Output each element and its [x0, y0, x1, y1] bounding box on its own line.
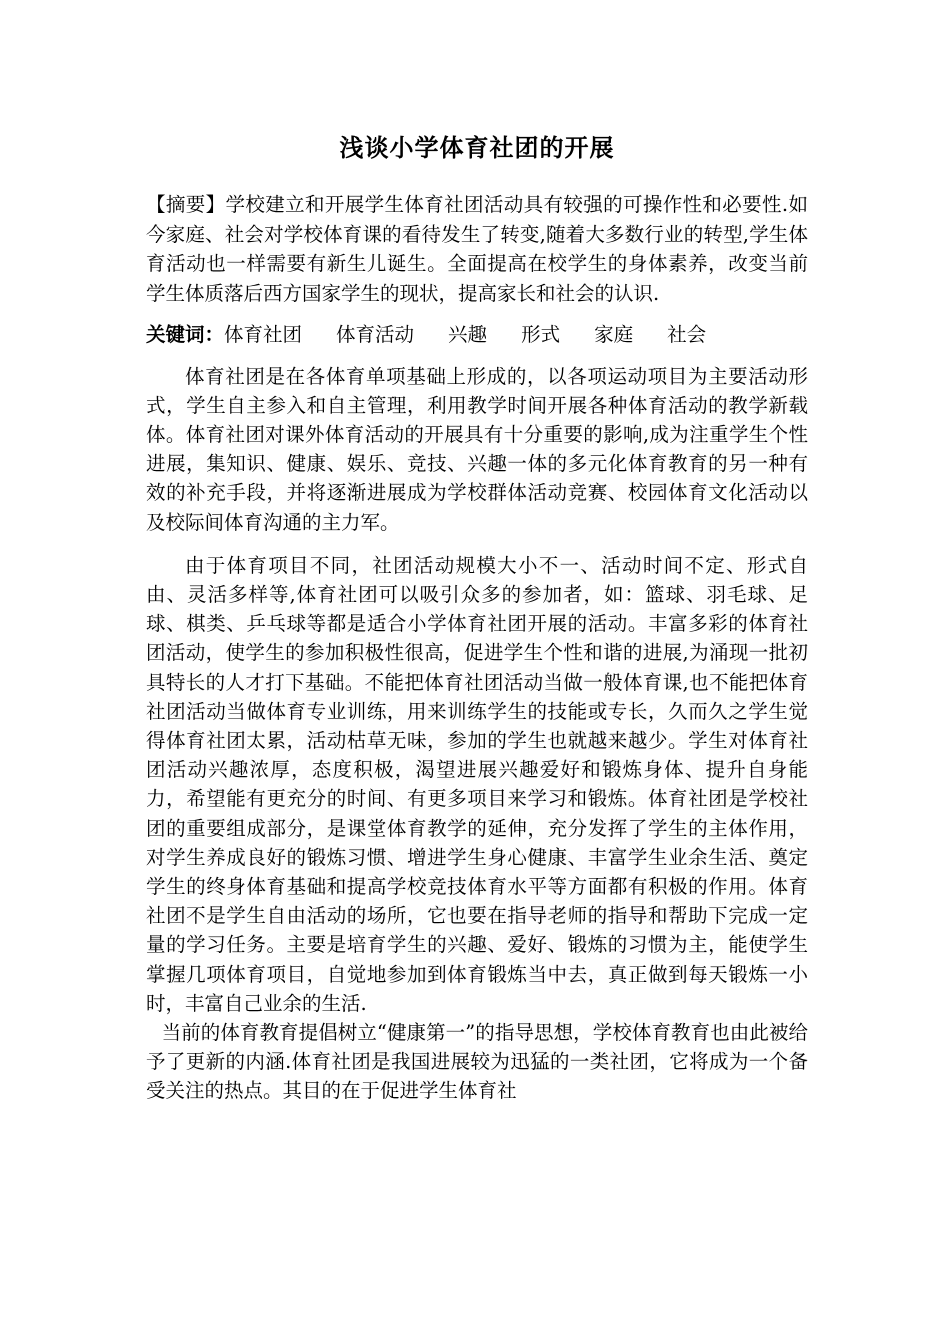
keyword-item: 家庭	[594, 323, 634, 346]
keyword-item: 社会	[667, 323, 707, 346]
abstract	[146, 190, 808, 308]
document-page	[146, 128, 808, 1106]
keyword-item: 体育活动	[336, 323, 415, 346]
keywords	[146, 320, 808, 350]
keyword-item: 兴趣	[448, 323, 488, 346]
document-title: 浅谈小学体育社团的开展	[339, 134, 615, 162]
body-paragraph-2: 由于体育项目不同，社团活动规模大小不一、活动时间不定、形式自由、灵活多样等,体育社团可以吸引众多的参加者，如：篮球、羽毛球、足球、棋类、乒乓球等都是适合小学体育社团开展的活动。丰富多彩的体育社团活动，使学生的参加积极性很高，促进学生个性和谐的进展,为涌现一批初具特长的人才打下基础。不能把体育社团活动当做一般体育课,也不能把体育社团活动当做体育专业训练，用来训练学生的技能或专长，久而久之学生觉得体育社团太累，活动枯草无味，参加的学生也就越来越少。学生对体育社团活动兴趣浓厚，态度积极，渴望进展兴趣爱好和锻炼身体、提升自身能力，希望能有更充分的时间、有更多项目来学习和锻炼。体育社团是学校社团的重要组成部分，是课堂体育教学的延伸，充分发挥了学生的主体作用，对学生养成良好的锻炼习惯、增进学生身心健康、丰富学生业余生活、奠定学生的终身体育基础和提高学校竞技体育水平等方面都有积极的作用。体育社团不是学生自由活动的场所，它也要在指导老师的指导和帮助下完成一定量的学习任务。主要是培育学生的兴趣、爱好、锻炼的习惯为主，能使学生掌握几项体育项目，自觉地参加到体育锻炼当中去，真正做到每天锻炼一小时，丰富自己业余的生活.	[146, 553, 808, 1015]
abstract-text: 学校建立和开展学生体育社团活动具有较强的可操作性和必要性.如今家庭、社会对学校体育课的看待发生了转变,随着大多数行业的转型,学生体育活动也一样需要有新生儿诞生。全面提高在校学生的身体素养，改变当前学生体质落后西方国家学生的现状，提高家长和社会的认识.	[146, 193, 808, 305]
keywords-label: 关键词：	[146, 323, 225, 346]
keyword-item: 形式	[521, 323, 561, 346]
body-paragraph-1: 体育社团是在各体育单项基础上形成的，以各项运动项目为主要活动形式，学生自主参入和自主管理，利用教学时间开展各种体育活动的教学新载体。体育社团对课外体育活动的开展具有十分重要的影响,成为注重学生个性进展，集知识、健康、娱乐、竞技、兴趣一体的多元化体育教育的另一种有效的补充手段，并将逐渐进展成为学校群体活动竞赛、校园体育文化活动以及校际间体育沟通的主力军。	[146, 364, 808, 534]
keyword-item: 体育社团	[224, 323, 303, 346]
body-paragraph-3: 当前的体育教育提倡树立“健康第一”的指导思想，学校体育教育也由此被给予了更新的内涵.体育社团是我国进展较为迅猛的一类社团，它将成为一个备受关注的热点。其目的在于促进学生体育社	[146, 1020, 808, 1103]
abstract-label: 【摘要】	[146, 193, 226, 216]
